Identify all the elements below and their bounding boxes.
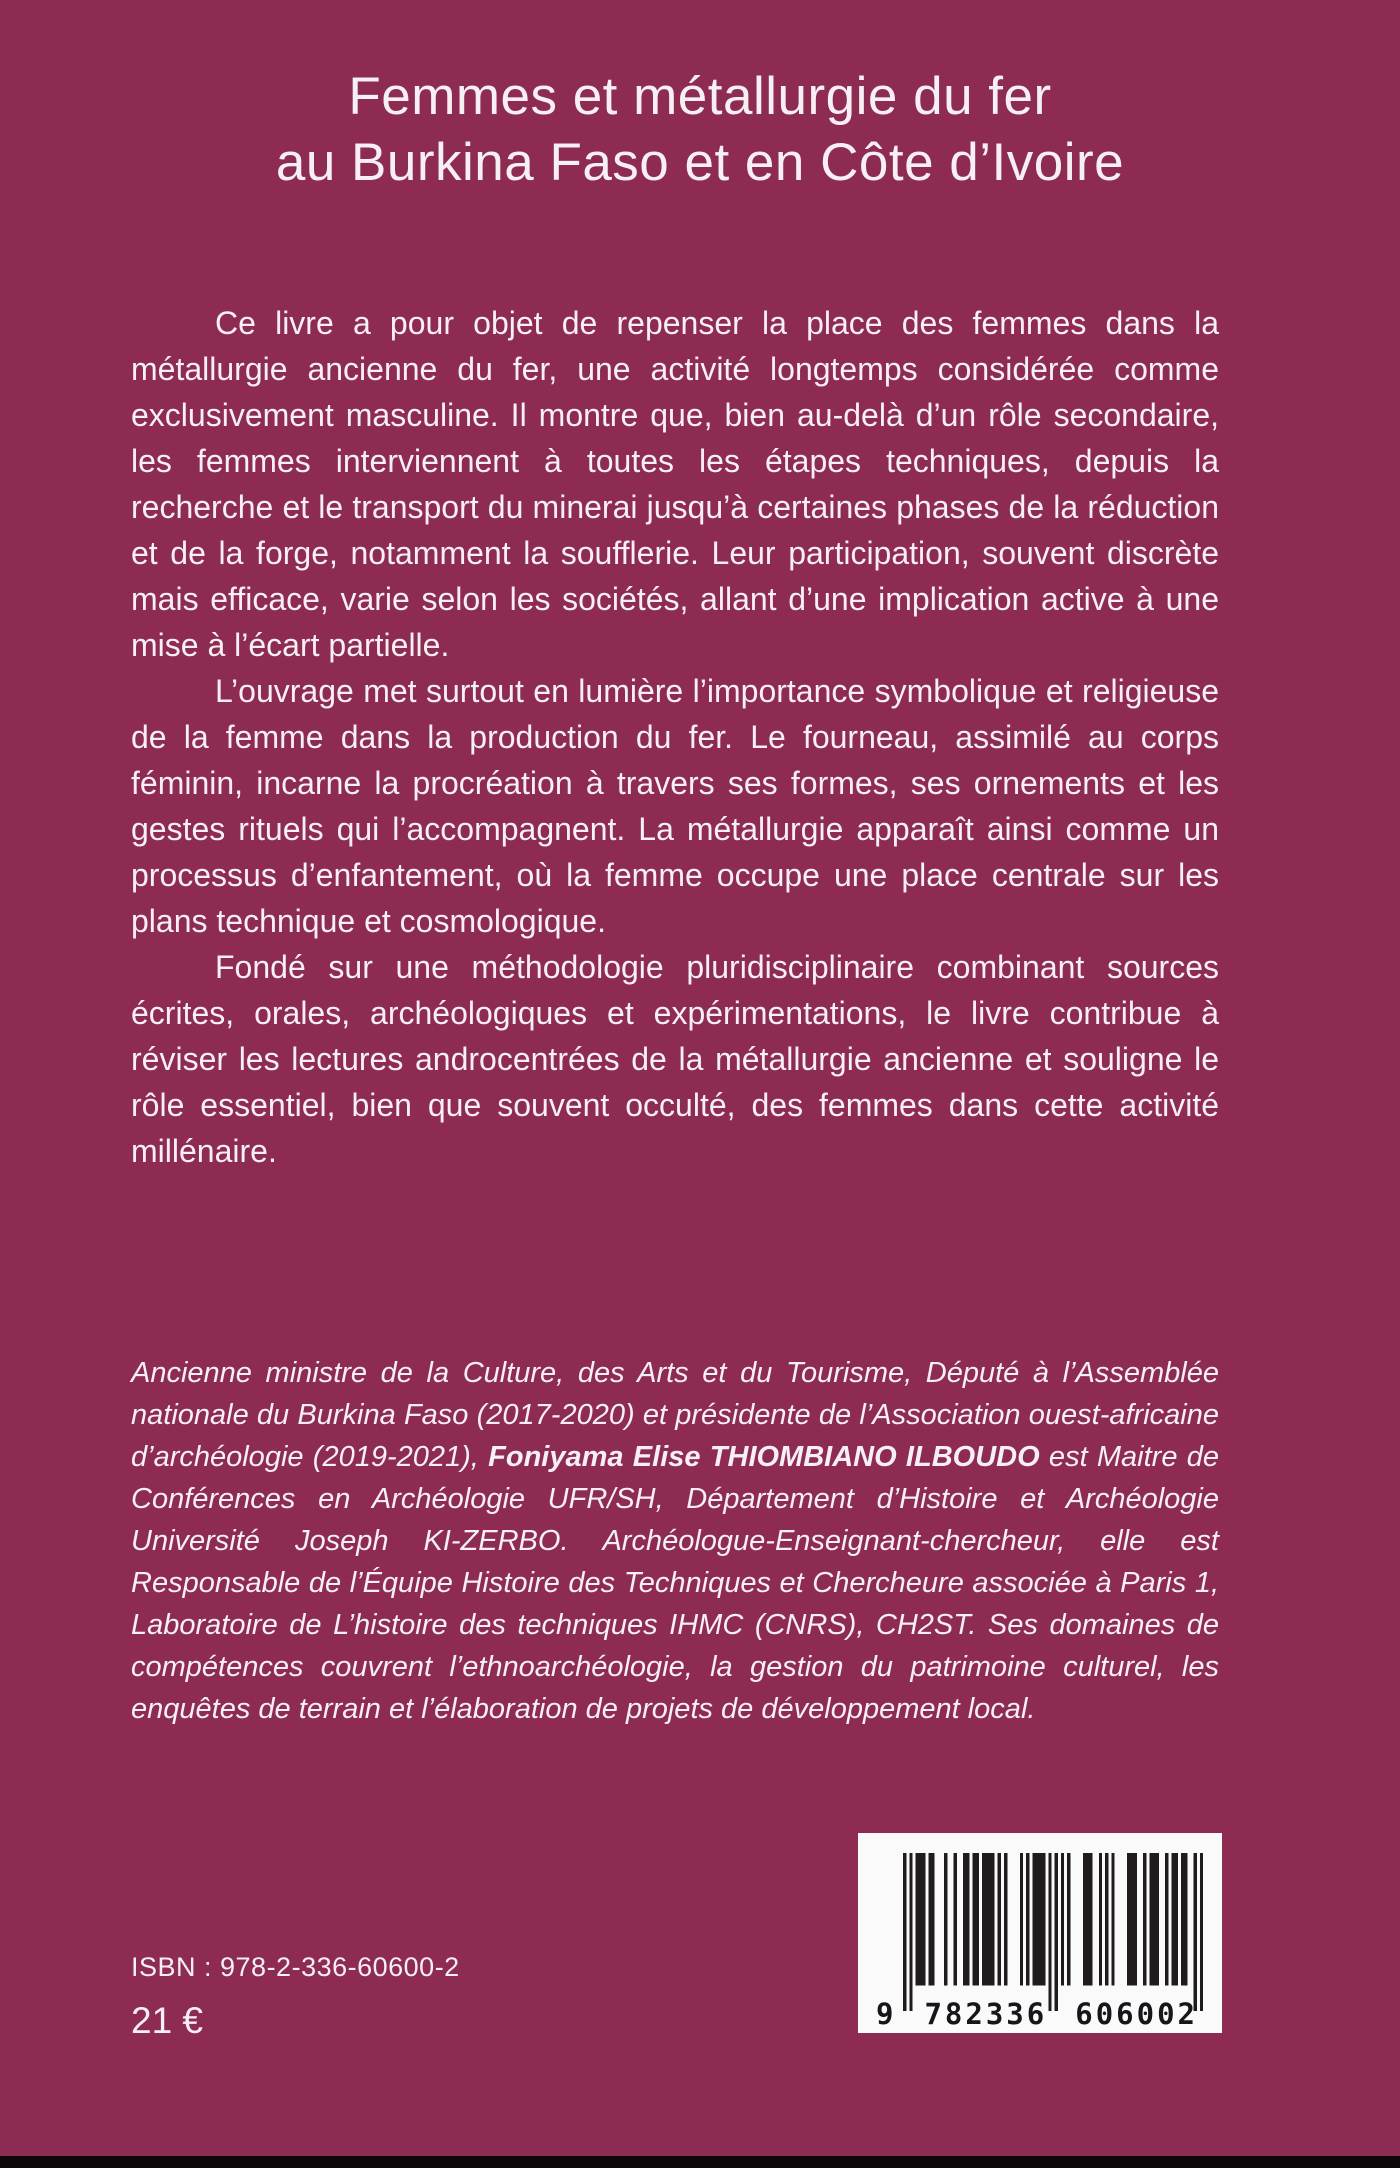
bio-text-after-name: est Maitre de Conférences en Archéologie UFR/SH, Département d’Histoire et Archéologie Université Joseph KI-ZERBO. Archéologue-Enseignant-chercheur, elle est Responsable de l’Équipe Histoire des Techniques et Chercheure associée à Paris 1, Laboratoire de L’histoire des techniques IHMC (CNRS), CH2ST. Ses domaines de compétences couvrent l’ethnoarchéologie, la gestion du patrimoine culturel, les enquêtes de terrain et l’élaboration de projets de développement local. — [131, 1441, 1220, 1725]
book-title-line2: au Burkina Faso et en Côte d’Ivoire — [275, 133, 1125, 192]
barcode-digits — [876, 1997, 1198, 2031]
book-title-line1: Femmes et métallurgie du fer — [348, 67, 1052, 126]
synopsis — [131, 300, 1219, 1174]
synopsis-paragraph-3: Fondé sur une méthodologie pluridisciplinaire combinant sources écrites, orales, archéologiques et expérimentations, le livre contribue à réviser les lectures androcentrées de la métallurgie ancienne et souligne le rôle essentiel, bien que souvent occulté, des femmes dans cette activité millénaire. — [131, 949, 1219, 1169]
isbn-text: ISBN : 978-2-336-60600-2 — [131, 1952, 460, 1982]
barcode — [858, 1833, 1222, 2033]
synopsis-paragraph-1: Ce livre a pour objet de repenser la place des femmes dans la métallurgie ancienne du fer, une activité longtemps considérée comme exclusivement masculine. Il montre que, bien au-delà d’un rôle secondaire, les femmes interviennent à toutes les étapes techniques, depuis la recherche et le transport du minerai jusqu’à certaines phases de la réduction et de la forge, notamment la soufflerie. Leur participation, souvent discrète mais efficace, varie selon les sociétés, allant d’une implication active à une mise à l’écart partielle. — [131, 305, 1219, 663]
barcode-bars-icon — [903, 1853, 1203, 2011]
barcode-digit-group-1: 9 — [876, 1997, 897, 2031]
price-text: 21 € — [131, 2000, 204, 2041]
bottom-edge-strip — [0, 2156, 1400, 2168]
author-bio-text — [131, 1352, 1219, 1730]
barcode-digit-group-3: 606002 — [1075, 1997, 1198, 2031]
bio-text-before-name: Ancienne ministre de la Culture, des Arts et du Tourisme, Député à l’Assemblée nationale du Burkina Faso (2017-2020) et présidente de l’Association ouest-africaine d’archéologie (2019-2021), — [131, 1357, 1219, 1473]
book-title — [0, 64, 1400, 196]
author-name: Foniyama Elise THIOMBIANO ILBOUDO — [488, 1441, 1040, 1473]
author-bio — [131, 1352, 1219, 1730]
barcode-digit-group-2: 782336 — [924, 1997, 1048, 2031]
synopsis-paragraph-2: L’ouvrage met surtout en lumière l’importance symbolique et religieuse de la femme dans la production du fer. Le fourneau, assimilé au corps féminin, incarne la procréation à travers ses formes, ses ornements et les gestes rituels qui l’accompagnent. La métallurgie apparaît ainsi comme un processus d’enfantement, où la femme occupe une place centrale sur les plans technique et cosmologique. — [131, 673, 1219, 939]
